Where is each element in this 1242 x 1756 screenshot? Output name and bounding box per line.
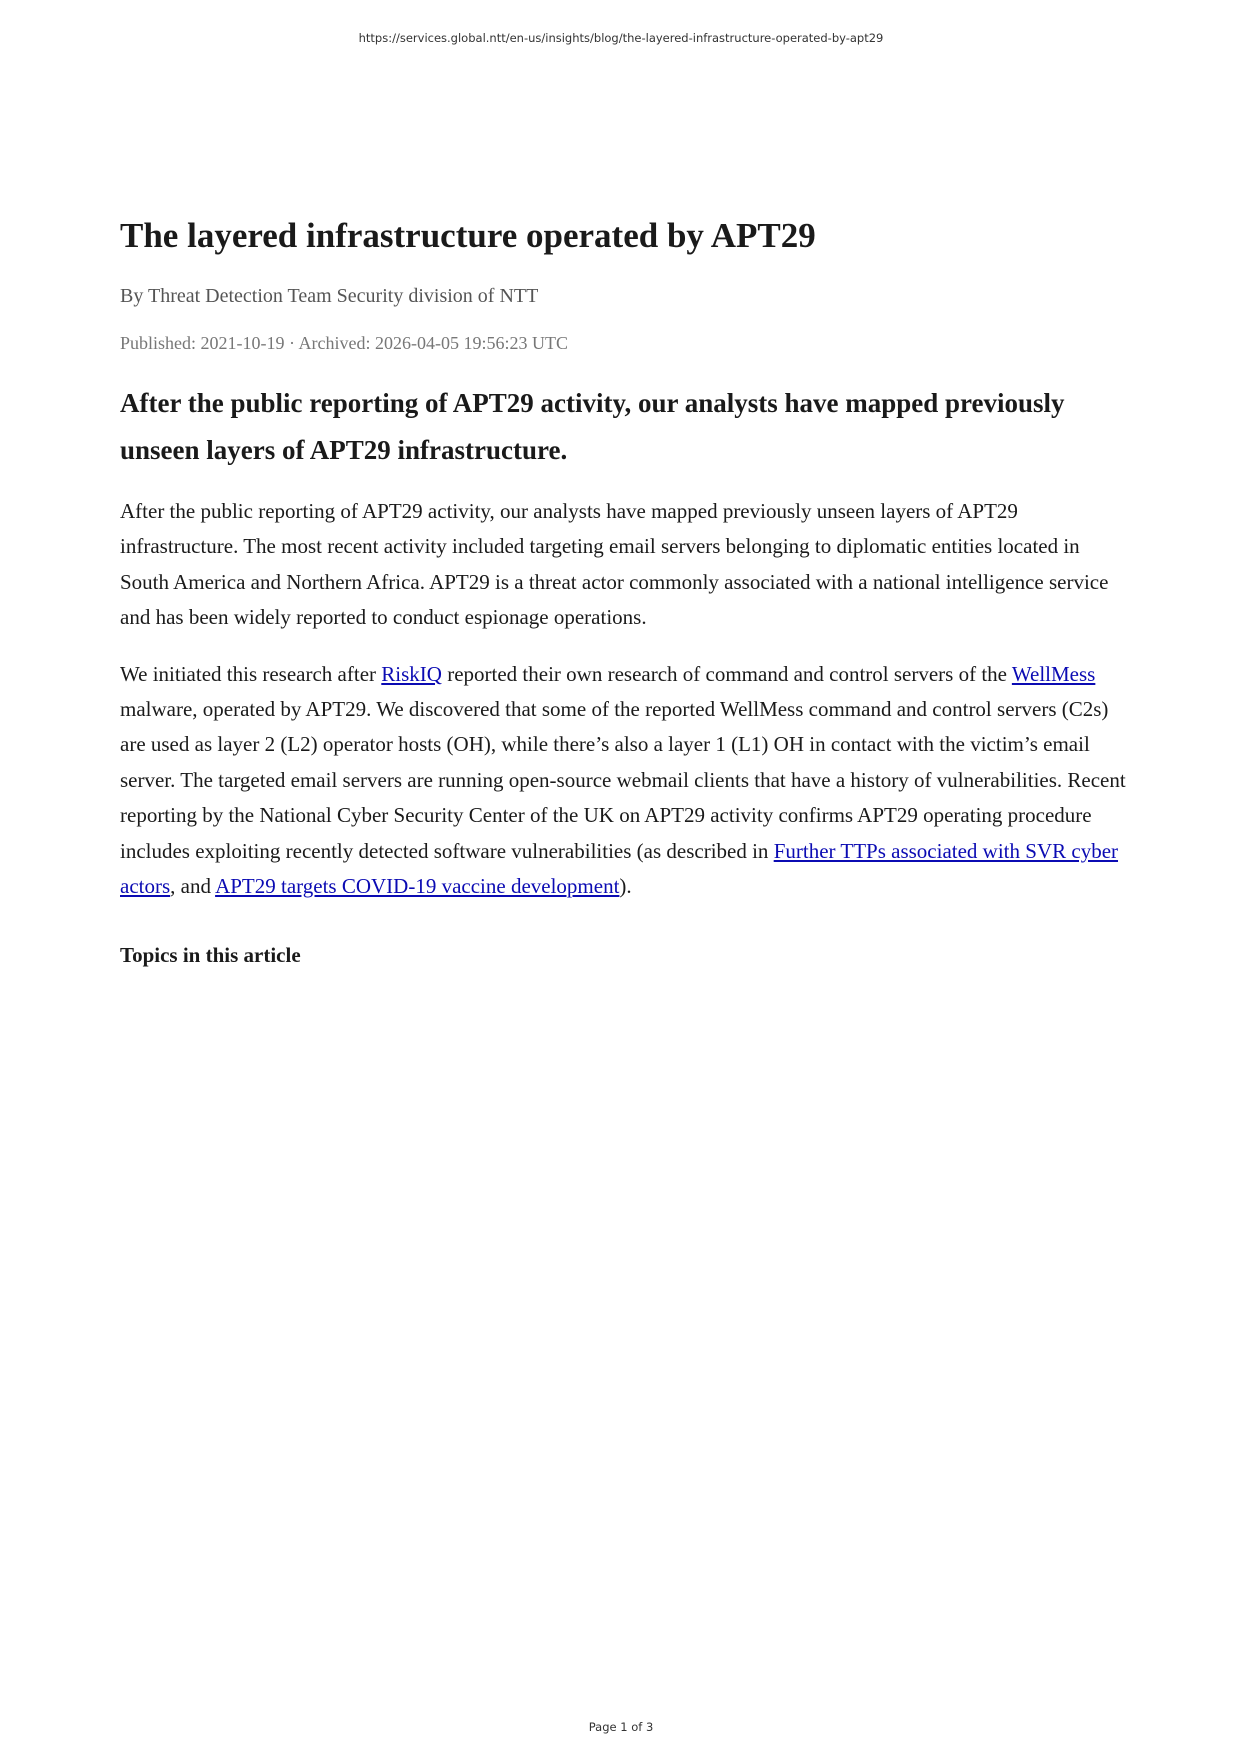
article-byline: By Threat Detection Team Security division of NTT [120,285,539,307]
page-url: https://services.global.ntt/en-us/insights/blog/the-layered-infrastructure-operated-by-apt29 [358,31,884,45]
article-subheading: After the public reporting of APT29 activity, our analysts have mapped previously unseen layers of APT29 infrastructure. [120,388,1065,465]
paragraph-2-text: malware, operated by APT29. We discovered that some of the reported WellMess command and control servers (C2s) are used as layer 2 (L2) operator hosts (OH), while there’s also a layer 1 (L1) OH in contact with the victim’s email server. The targeted email servers are running open-source webmail clients that have a history of vulnerabilities. Recent reporting by the National Cyber Security Center of the UK on APT29 activity confirms APT29 operating procedure includes exploiting recently detected software vulnerabilities (as described in [120,697,1126,863]
topics-heading: Topics in this article [120,943,301,968]
paragraph-1: After the public reporting of APT29 activity, our analysts have mapped previously unseen layers of APT29 infrastructure. The most recent activity included targeting email servers belonging to diplomatic entities located in South America and Northern Africa. APT29 is a threat actor commonly associated with a national intelligence service and has been widely reported to conduct espionage operations. [120,499,1109,630]
paragraph-2 [120,657,1130,905]
further-ttps-link[interactable]: Further TTPs associated with SVR cyber actors [120,838,1119,899]
wellmess-link[interactable]: WellMess [1011,661,1096,686]
paragraph-2-text: , and [170,874,216,899]
page-number: Page 1 of 3 [588,1720,654,1734]
covid-vaccine-link[interactable]: APT29 targets COVID-19 vaccine development [215,874,620,899]
riskiq-link[interactable]: RiskIQ [381,661,442,686]
article-dates: Published: 2021-10-19 · Archived: 2026-04-05 19:56:23 UTC [120,333,568,353]
article [120,212,1130,970]
paragraph-2-text: reported their own research of command and control servers of the [441,661,1012,686]
paragraph-2-text: ). [619,874,632,899]
article-title: The layered infrastructure operated by APT29 [120,216,816,255]
paragraph-2-text: We initiated this research after [120,661,382,686]
